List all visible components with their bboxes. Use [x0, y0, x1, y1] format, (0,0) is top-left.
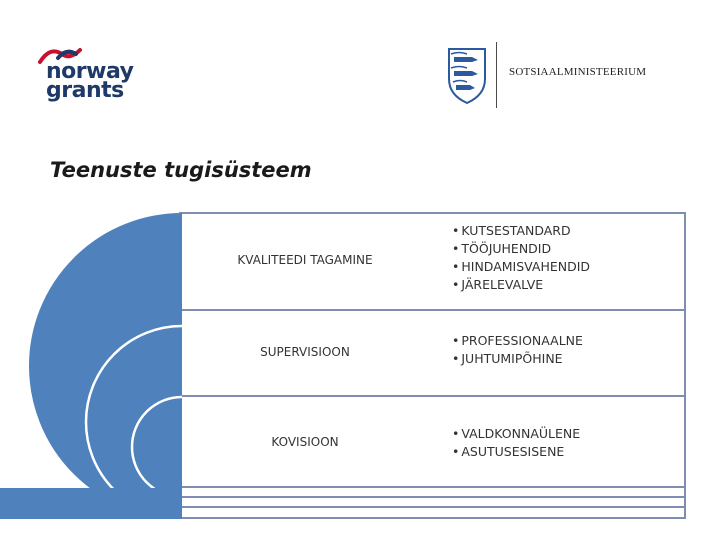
level-label-quality-assurance: KVALITEEDI TAGAMINE	[237, 253, 373, 267]
list-item: • ASUTUSESISENE	[452, 443, 580, 461]
list-item: • PROFESSIONAALNE	[452, 332, 583, 350]
list-item: • VALDKONNAÜLENE	[452, 425, 580, 443]
norway-grants-line1: norway	[46, 59, 134, 84]
list-item: • JÄRELEVALVE	[452, 276, 590, 294]
level-label-covision: KOVISIOON	[271, 435, 339, 449]
ministry-name: SOTSIAALMINISTEERIUM	[509, 66, 647, 78]
page-title: Teenuste tugisüsteem	[50, 158, 312, 182]
bullet-list-covision	[452, 425, 580, 461]
list-item: • HINDAMISVAHENDID	[452, 258, 590, 276]
norway-grants-line2: grants	[46, 78, 124, 103]
bullet-list-quality-assurance	[452, 222, 590, 294]
bullet-list-supervision	[452, 332, 583, 368]
circle-base	[0, 488, 182, 519]
list-item: • JUHTUMIPÕHINE	[452, 350, 583, 368]
level-label-supervision: SUPERVISIOON	[260, 345, 350, 359]
list-item: • TÖÖJUHENDID	[452, 240, 590, 258]
list-item: • KUTSESTANDARD	[452, 222, 590, 240]
